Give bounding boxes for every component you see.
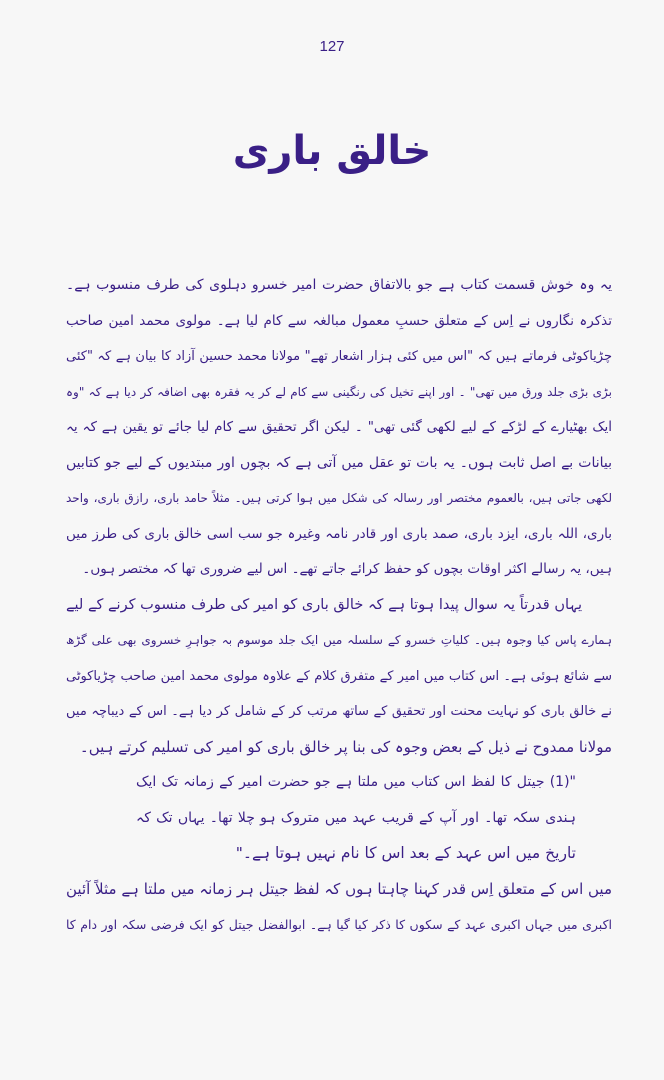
text-line: بیانات بے اصل ثابت ہوں۔ یہ بات تو عقل میں آتی ہے کہ بچوں اور مبتدیوں کے لیے جو کتابیں (66, 454, 612, 471)
text-line: نے خالق باری کو نہایت محنت اور تحقیق کے ساتھ مرتب کر کے شامل کر دیا ہے۔ اس کے دیباچہ میں (66, 704, 612, 719)
text-line: یہ وہ خوش قسمت کتاب ہے جو بالاتفاق حضرت امیر خسرو دہلوی کی طرف منسوب ہے۔ (66, 277, 612, 293)
text-line: سے شائع ہوئی ہے۔ اس کتاب میں امیر کے متفرق کلام کے علاوہ مولوی محمد امین صاحب چڑیاکوٹی (66, 668, 612, 684)
quote-line: "(1) جیتل کا لفظ اس کتاب میں ملتا ہے جو حضرت امیر کے زمانہ تک ایک (136, 774, 576, 790)
quote-line: تاریخ میں اس عہد کے بعد اس کا نام نہیں ہوتا ہے۔" (235, 844, 576, 862)
text-line: ہیں، یہ رسالے اکثر اوقات بچوں کو حفظ کرائے جاتے تھے۔ اس لیے ضروری تھا کہ مختصر ہوں۔ (82, 561, 612, 577)
text-line: یہاں قدرتاً یہ سوال پیدا ہوتا ہے کہ خالق باری کو امیر کی طرف منسوب کرنے کے لیے (66, 596, 582, 613)
text-line: چڑیاکوٹی فرماتے ہیں کہ "اس میں کئی ہزار اشعار تھے" مولانا محمد حسین آزاد کا بیان ہے کہ "کئی (66, 349, 612, 364)
text-line: لکھی جاتی ہیں، بالعموم مختصر اور رسالہ کی شکل میں ہوا کرتی ہیں۔ مثلاً حامد باری، رازق باری، واحد (66, 491, 612, 505)
body-text (66, 268, 612, 943)
text-line: بڑی بڑی جلد ورق میں تھی" ۔ اور اپنے تخیل کی رنگینی سے کام لے کر یہ فقرہ بھی اضافہ کر دیا ہے کہ "وہ (66, 384, 612, 399)
quote-line: ہندی سکہ تھا۔ اور آپ کے قریب عہد میں متروک ہو چلا تھا۔ یہاں تک کہ (136, 809, 576, 826)
text-line: اکبری میں جہاں اکبری عہد کے سکوں کا ذکر کیا گیا ہے۔ ابوالفضل جیتل کو ایک فرضی سکہ اور دام کا (66, 917, 612, 932)
page-number: 127 (319, 38, 345, 55)
text-line: مولانا ممدوح نے ذیل کے بعض وجوہ کی بنا پر خالق باری کو امیر کی تسلیم کرتے ہیں۔ (79, 737, 612, 756)
chapter-title: خالق باری (232, 128, 432, 174)
text-line: ایک بھٹیارے کے لڑکے کے لیے لکھی گئی تھی" ۔ لیکن اگر تحقیق سے کام لیا جائے تو یقین ہے کہ یہ (66, 419, 612, 435)
text-line: میں اس کے متعلق اِس قدر کہنا چاہتا ہوں کہ لفظ جیتل ہر زمانہ میں ملتا ہے مثلاً آئین (66, 879, 612, 898)
text-line: ہمارے پاس کیا وجوہ ہیں۔ کلیاتِ خسرو کے سلسلہ میں ایک جلد موسوم بہ جواہرِ خسروی بھی علی گڑھ (66, 633, 612, 647)
text-line: تذکرہ نگاروں نے اِس کے متعلق حسبِ معمول مبالغہ سے کام لیا ہے۔ مولوی محمد امین صاحب (66, 312, 612, 329)
text-line: باری، اللہ باری، ایزد باری، صمد باری اور قادر نامہ وغیرہ جو سب اسی خالق باری کی طرز میں (66, 525, 612, 542)
